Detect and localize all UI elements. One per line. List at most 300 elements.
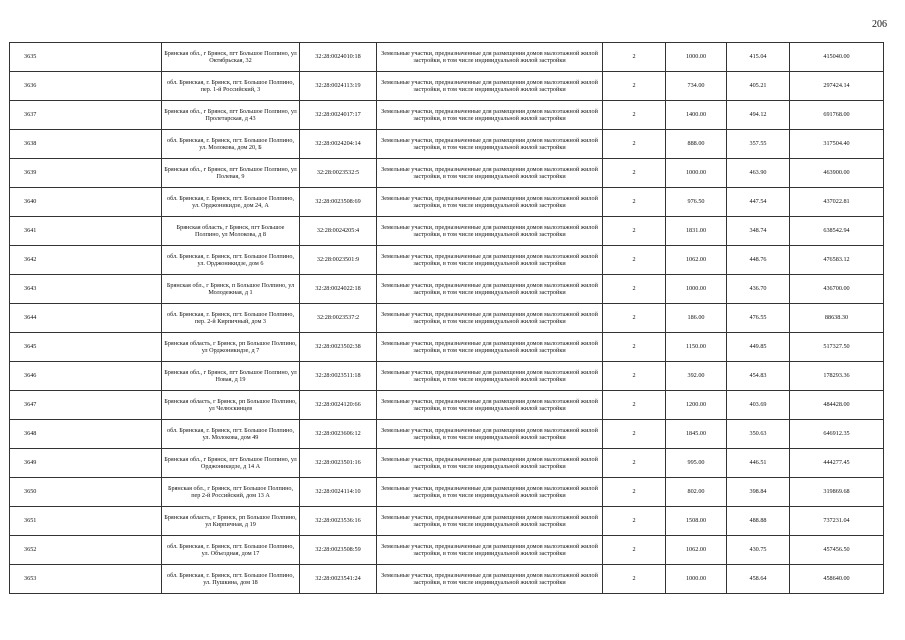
table-row [10, 275, 884, 304]
area-cell-text: 1200.00 [685, 401, 707, 409]
row-number-cell-text: 3640 [24, 198, 37, 206]
row-number-cell-text: 3639 [24, 169, 37, 177]
area-cell [666, 43, 727, 72]
address-cell [162, 478, 300, 507]
cadastral-number-cell [300, 391, 377, 420]
land-use-purpose-cell-text: Земельные участки, предназначенные для размещения домов малоэтажной жилой застройки, в том числе индивидуальной жилой застройки [381, 368, 598, 383]
land-use-purpose-cell-text: Земельные участки, предназначенные для размещения домов малоэтажной жилой застройки, в том числе индивидуальной жилой застройки [381, 78, 598, 93]
cadastral-value-cell [790, 391, 884, 420]
land-use-purpose-cell-text: Земельные участки, предназначенные для размещения домов малоэтажной жилой застройки, в том числе индивидуальной жилой застройки [381, 194, 598, 209]
land-use-purpose-cell-text: Земельные участки, предназначенные для размещения домов малоэтажной жилой застройки, в том числе индивидуальной жилой застройки [381, 252, 598, 267]
address-cell-text: обл. Брянская, г. Брянск, пгт. Большое Полпино, ул. Молокова, дом 20, Б [166, 136, 295, 151]
specific-value-cell [727, 246, 790, 275]
address-cell [162, 275, 300, 304]
specific-value-cell-text: 430.75 [749, 546, 767, 554]
category-cell-text: 2 [632, 401, 636, 409]
row-number-cell [10, 304, 162, 333]
category-cell [603, 333, 666, 362]
cadastral-value-cell [790, 130, 884, 159]
category-cell [603, 362, 666, 391]
address-cell [162, 72, 300, 101]
address-cell [162, 565, 300, 594]
land-use-purpose-cell-text: Земельные участки, предназначенные для размещения домов малоэтажной жилой застройки, в том числе индивидуальной жилой застройки [381, 571, 598, 586]
address-cell-text: Брянская обл., г Брянск, пгт Большое Полпино, ул Октябрьская, 32 [164, 49, 297, 64]
specific-value-cell-text: 449.85 [749, 343, 767, 351]
cadastral-value-cell [790, 159, 884, 188]
land-use-purpose-cell [377, 159, 603, 188]
specific-value-cell [727, 420, 790, 449]
cadastral-number-cell [300, 101, 377, 130]
category-cell [603, 304, 666, 333]
land-use-purpose-cell-text: Земельные участки, предназначенные для размещения домов малоэтажной жилой застройки, в том числе индивидуальной жилой застройки [381, 339, 598, 354]
area-cell-text: 888.00 [687, 140, 705, 148]
area-cell [666, 362, 727, 391]
category-cell-text: 2 [632, 256, 636, 264]
table-body [10, 43, 884, 594]
specific-value-cell-text: 348.74 [749, 227, 767, 235]
land-use-purpose-cell [377, 101, 603, 130]
area-cell [666, 72, 727, 101]
address-cell-text: обл. Брянская, г. Брянск, пгт. Большое Полпино, пер. 1-й Российский, 3 [166, 78, 295, 93]
cadastral-number-cell [300, 304, 377, 333]
cadastral-number-cell-text: 32:28:0024113:19 [315, 82, 361, 90]
land-use-purpose-cell [377, 565, 603, 594]
cadastral-value-cell-text: 691768.00 [823, 111, 850, 119]
land-use-purpose-cell [377, 304, 603, 333]
table-row [10, 304, 884, 333]
category-cell [603, 43, 666, 72]
cadastral-number-cell-text: 32:28:0023502:38 [315, 343, 361, 351]
category-cell [603, 217, 666, 246]
specific-value-cell-text: 488.88 [749, 517, 767, 525]
row-number-cell-text: 3635 [24, 53, 37, 61]
table-row [10, 333, 884, 362]
category-cell-text: 2 [632, 111, 636, 119]
area-cell [666, 536, 727, 565]
land-use-purpose-cell [377, 333, 603, 362]
area-cell-text: 976.50 [687, 198, 705, 206]
cadastral-value-cell [790, 362, 884, 391]
row-number-cell-text: 3653 [24, 575, 37, 583]
category-cell [603, 188, 666, 217]
address-cell [162, 304, 300, 333]
category-cell-text: 2 [632, 82, 636, 90]
address-cell-text: Брянская область, г Брянск, рп Большое Полпино, ул Кирпичная, д 19 [164, 513, 297, 528]
cadastral-value-cell [790, 43, 884, 72]
cadastral-number-cell-text: 32:28:0024010:18 [315, 53, 361, 61]
category-cell-text: 2 [632, 314, 636, 322]
cadastral-value-cell-text: 178293.36 [823, 372, 850, 380]
category-cell [603, 565, 666, 594]
table-row [10, 536, 884, 565]
address-cell-text: обл. Брянская, г. Брянск, пгт. Большое Полпино, ул. Орджоникидзе, дом 6 [166, 252, 295, 267]
row-number-cell [10, 507, 162, 536]
category-cell-text: 2 [632, 198, 636, 206]
specific-value-cell-text: 403.69 [749, 401, 767, 409]
specific-value-cell-text: 350.63 [749, 430, 767, 438]
address-cell-text: Брянская область, г Брянск, рп Большое Полпино, ул Орджоникидзе, д 7 [164, 339, 297, 354]
area-cell [666, 275, 727, 304]
area-cell-text: 1150.00 [686, 343, 706, 351]
address-cell [162, 536, 300, 565]
specific-value-cell-text: 415.04 [749, 53, 767, 61]
area-cell-text: 1508.00 [685, 517, 707, 525]
area-cell [666, 159, 727, 188]
land-use-purpose-cell [377, 43, 603, 72]
category-cell [603, 478, 666, 507]
cadastral-value-cell-text: 484428.00 [823, 401, 850, 409]
cadastral-number-cell [300, 449, 377, 478]
cadastral-number-cell-text: 32:28:0023508:59 [315, 546, 361, 554]
cadastral-value-cell [790, 420, 884, 449]
area-cell [666, 188, 727, 217]
specific-value-cell-text: 357.55 [749, 140, 767, 148]
cadastral-value-cell-text: 297424.14 [823, 82, 850, 90]
table-row [10, 130, 884, 159]
cadastral-number-cell-text: 32:28:0023501:16 [315, 459, 361, 467]
address-cell-text: Брянская обл., г Брянск, пгт Большое Полпино, пер 2-й Российский, дом 13 А [167, 484, 294, 499]
address-cell-text: Брянская обл., г Брянск, п Большое Полпино, ул Молодежная, д 1 [166, 281, 295, 296]
cadastral-number-cell-text: 32:28:0024205:4 [316, 227, 360, 235]
area-cell [666, 101, 727, 130]
land-use-purpose-cell-text: Земельные участки, предназначенные для размещения домов малоэтажной жилой застройки, в том числе индивидуальной жилой застройки [381, 165, 598, 180]
land-use-purpose-cell-text: Земельные участки, предназначенные для размещения домов малоэтажной жилой застройки, в том числе индивидуальной жилой застройки [381, 397, 598, 412]
cadastral-value-cell-text: 476583.12 [823, 256, 850, 264]
category-cell [603, 391, 666, 420]
row-number-cell [10, 130, 162, 159]
category-cell [603, 420, 666, 449]
area-cell-text: 1845.00 [685, 430, 707, 438]
cadastral-value-cell [790, 275, 884, 304]
row-number-cell-text: 3641 [24, 227, 37, 235]
cadastral-number-cell [300, 159, 377, 188]
cadastral-value-cell [790, 188, 884, 217]
address-cell [162, 391, 300, 420]
table-row [10, 159, 884, 188]
cadastral-value-cell [790, 304, 884, 333]
cadastral-number-cell [300, 188, 377, 217]
category-cell-text: 2 [632, 459, 636, 467]
specific-value-cell [727, 391, 790, 420]
cadastral-number-cell [300, 72, 377, 101]
cadastral-number-cell-text: 32:28:0023536:16 [315, 517, 361, 525]
cadastral-number-cell [300, 362, 377, 391]
category-cell-text: 2 [632, 140, 636, 148]
category-cell-text: 2 [632, 488, 636, 496]
cadastral-number-cell-text: 32:28:0023537:2 [316, 314, 360, 322]
cadastral-number-cell [300, 507, 377, 536]
table-row [10, 478, 884, 507]
area-cell-text: 1000.00 [685, 53, 707, 61]
category-cell [603, 246, 666, 275]
cadastral-number-cell-text: 32:28:0023532:5 [316, 169, 360, 177]
land-use-purpose-cell [377, 130, 603, 159]
row-number-cell-text: 3636 [24, 82, 37, 90]
cadastral-value-cell [790, 72, 884, 101]
category-cell-text: 2 [632, 53, 636, 61]
row-number-cell-text: 3637 [24, 111, 37, 119]
category-cell-text: 2 [632, 227, 636, 235]
land-use-purpose-cell-text: Земельные участки, предназначенные для размещения домов малоэтажной жилой застройки, в том числе индивидуальной жилой застройки [381, 455, 598, 470]
cadastral-value-cell [790, 101, 884, 130]
cadastral-number-cell [300, 246, 377, 275]
address-cell [162, 43, 300, 72]
address-cell-text: Брянская область, г Брянск, рп Большое Полпино, ул Челюскинцев [164, 397, 297, 412]
cadastral-value-cell-text: 737231.04 [823, 517, 850, 525]
cadastral-number-cell [300, 536, 377, 565]
address-cell-text: Брянская обл., г Брянск, пгт Большое Полпино, ул Орджоникидзе, д 14 А [164, 455, 297, 470]
area-cell [666, 449, 727, 478]
specific-value-cell [727, 565, 790, 594]
specific-value-cell [727, 217, 790, 246]
cadastral-value-cell-text: 444277.45 [823, 459, 850, 467]
land-use-purpose-cell [377, 362, 603, 391]
category-cell [603, 449, 666, 478]
address-cell [162, 130, 300, 159]
table-row [10, 101, 884, 130]
category-cell-text: 2 [632, 372, 636, 380]
specific-value-cell [727, 130, 790, 159]
specific-value-cell [727, 159, 790, 188]
category-cell [603, 101, 666, 130]
address-cell [162, 188, 300, 217]
area-cell-text: 995.00 [687, 459, 705, 467]
address-cell [162, 101, 300, 130]
area-cell [666, 246, 727, 275]
category-cell-text: 2 [632, 517, 636, 525]
specific-value-cell [727, 304, 790, 333]
cadastral-value-cell-text: 436700.00 [823, 285, 850, 293]
category-cell-text: 2 [632, 430, 636, 438]
row-number-cell [10, 188, 162, 217]
land-use-purpose-cell [377, 478, 603, 507]
category-cell-text: 2 [632, 285, 636, 293]
category-cell [603, 507, 666, 536]
specific-value-cell [727, 507, 790, 536]
land-use-purpose-cell [377, 217, 603, 246]
cadastral-value-cell-text: 319869.68 [823, 488, 850, 496]
category-cell [603, 159, 666, 188]
land-use-purpose-cell [377, 188, 603, 217]
land-use-purpose-cell-text: Земельные участки, предназначенные для размещения домов малоэтажной жилой застройки, в том числе индивидуальной жилой застройки [381, 107, 598, 122]
specific-value-cell [727, 43, 790, 72]
table-row [10, 246, 884, 275]
category-cell-text: 2 [632, 546, 636, 554]
cadastral-number-cell-text: 32:28:0024022:18 [315, 285, 361, 293]
category-cell-text: 2 [632, 169, 636, 177]
category-cell [603, 72, 666, 101]
address-cell [162, 507, 300, 536]
row-number-cell [10, 420, 162, 449]
cadastral-number-cell [300, 43, 377, 72]
cadastral-number-cell [300, 478, 377, 507]
cadastral-number-cell-text: 32:28:0024017:17 [315, 111, 361, 119]
specific-value-cell-text: 463.90 [749, 169, 767, 177]
cadastral-value-cell [790, 217, 884, 246]
cadastral-value-table [9, 42, 884, 594]
address-cell [162, 449, 300, 478]
address-cell-text: Брянская обл., г Брянск, пгт Большое Полпино, ул Полевая, 9 [164, 165, 297, 180]
land-use-purpose-cell-text: Земельные участки, предназначенные для размещения домов малоэтажной жилой застройки, в том числе индивидуальной жилой застройки [381, 310, 598, 325]
address-cell [162, 362, 300, 391]
cadastral-value-cell-text: 458640.00 [823, 575, 850, 583]
row-number-cell-text: 3648 [24, 430, 37, 438]
cadastral-value-cell-text: 88638.30 [824, 314, 849, 322]
land-use-purpose-cell-text: Земельные участки, предназначенные для размещения домов малоэтажной жилой застройки, в том числе индивидуальной жилой застройки [381, 426, 598, 441]
table-row [10, 420, 884, 449]
specific-value-cell-text: 458.64 [749, 575, 767, 583]
cadastral-number-cell [300, 420, 377, 449]
area-cell-text: 1000.00 [685, 285, 707, 293]
cadastral-value-cell [790, 536, 884, 565]
row-number-cell [10, 362, 162, 391]
cadastral-number-cell-text: 32:28:0023606:12 [315, 430, 361, 438]
cadastral-number-cell [300, 217, 377, 246]
row-number-cell [10, 391, 162, 420]
cadastral-number-cell-text: 32:28:0023541:24 [315, 575, 361, 583]
row-number-cell-text: 3646 [24, 372, 37, 380]
land-use-purpose-cell-text: Земельные участки, предназначенные для размещения домов малоэтажной жилой застройки, в том числе индивидуальной жилой застройки [381, 136, 598, 151]
cadastral-value-cell [790, 565, 884, 594]
specific-value-cell-text: 494.12 [749, 111, 767, 119]
specific-value-cell [727, 275, 790, 304]
area-cell [666, 565, 727, 594]
land-use-purpose-cell [377, 420, 603, 449]
row-number-cell [10, 565, 162, 594]
land-use-purpose-cell-text: Земельные участки, предназначенные для размещения домов малоэтажной жилой застройки, в том числе индивидуальной жилой застройки [381, 542, 598, 557]
area-cell [666, 333, 727, 362]
land-use-purpose-cell-text: Земельные участки, предназначенные для размещения домов малоэтажной жилой застройки, в том числе индивидуальной жилой застройки [381, 281, 598, 296]
specific-value-cell-text: 448.76 [749, 256, 767, 264]
cadastral-number-cell-text: 32:28:0023508:69 [315, 198, 361, 206]
row-number-cell [10, 101, 162, 130]
table-row [10, 188, 884, 217]
address-cell-text: обл. Брянская, г. Брянск, пгт. Большое Полпино, ул. Молокова, дом 49 [166, 426, 295, 441]
table-row [10, 72, 884, 101]
cadastral-value-cell-text: 457456.50 [823, 546, 850, 554]
cadastral-value-cell-text: 517327.50 [823, 343, 850, 351]
row-number-cell [10, 449, 162, 478]
table-row [10, 565, 884, 594]
row-number-cell [10, 333, 162, 362]
address-cell [162, 159, 300, 188]
specific-value-cell-text: 454.83 [749, 372, 767, 380]
land-use-purpose-cell [377, 246, 603, 275]
area-cell-text: 186.00 [687, 314, 705, 322]
row-number-cell-text: 3643 [24, 285, 37, 293]
address-cell-text: Брянская обл., г Брянск, пгт Большое Полпино, ул Новая, д 19 [164, 368, 297, 383]
row-number-cell-text: 3649 [24, 459, 37, 467]
land-use-purpose-cell [377, 536, 603, 565]
row-number-cell [10, 43, 162, 72]
area-cell-text: 802.00 [687, 488, 705, 496]
specific-value-cell [727, 449, 790, 478]
row-number-cell-text: 3647 [24, 401, 37, 409]
address-cell-text: Брянская обл., г Брянск, пгт Большое Полпино, ул Пролетарская, д 43 [164, 107, 297, 122]
cadastral-number-cell [300, 333, 377, 362]
address-cell-text: обл. Брянская, г. Брянск, пгт. Большое Полпино, ул. Орджоникидзе, дом 24, А [166, 194, 295, 209]
specific-value-cell-text: 476.55 [749, 314, 767, 322]
cadastral-value-cell-text: 646912.35 [823, 430, 850, 438]
specific-value-cell [727, 333, 790, 362]
row-number-cell-text: 3638 [24, 140, 37, 148]
area-cell [666, 217, 727, 246]
row-number-cell-text: 3642 [24, 256, 37, 264]
land-use-purpose-cell-text: Земельные участки, предназначенные для размещения домов малоэтажной жилой застройки, в том числе индивидуальной жилой застройки [381, 484, 598, 499]
land-use-purpose-cell [377, 275, 603, 304]
area-cell-text: 1831.00 [685, 227, 707, 235]
row-number-cell [10, 72, 162, 101]
land-use-purpose-cell [377, 72, 603, 101]
specific-value-cell [727, 362, 790, 391]
cadastral-number-cell-text: 32:28:0023501:9 [316, 256, 360, 264]
table-row [10, 391, 884, 420]
cadastral-value-cell-text: 415040.00 [823, 53, 850, 61]
cadastral-number-cell-text: 32:28:0024120:66 [315, 401, 361, 409]
table-row [10, 362, 884, 391]
row-number-cell [10, 217, 162, 246]
address-cell-text: обл. Брянская, г. Брянск, пгт. Большое Полпино, ул. Объездная, дом 17 [166, 542, 295, 557]
address-cell [162, 217, 300, 246]
cadastral-value-cell-text: 463900.00 [823, 169, 850, 177]
category-cell [603, 275, 666, 304]
row-number-cell [10, 159, 162, 188]
row-number-cell [10, 246, 162, 275]
specific-value-cell-text: 405.21 [749, 82, 767, 90]
table-row [10, 43, 884, 72]
address-cell [162, 246, 300, 275]
area-cell-text: 1062.00 [685, 256, 707, 264]
category-cell-text: 2 [632, 575, 636, 583]
category-cell [603, 536, 666, 565]
area-cell-text: 1400.00 [685, 111, 707, 119]
cadastral-number-cell [300, 130, 377, 159]
specific-value-cell-text: 447.54 [749, 198, 767, 206]
cadastral-value-cell-text: 638542.94 [823, 227, 850, 235]
land-use-purpose-cell [377, 507, 603, 536]
cadastral-number-cell [300, 565, 377, 594]
land-use-purpose-cell-text: Земельные участки, предназначенные для размещения домов малоэтажной жилой застройки, в том числе индивидуальной жилой застройки [381, 223, 598, 238]
land-use-purpose-cell-text: Земельные участки, предназначенные для размещения домов малоэтажной жилой застройки, в том числе индивидуальной жилой застройки [381, 49, 598, 64]
area-cell [666, 507, 727, 536]
specific-value-cell [727, 72, 790, 101]
row-number-cell [10, 536, 162, 565]
row-number-cell [10, 478, 162, 507]
specific-value-cell-text: 446.51 [749, 459, 767, 467]
row-number-cell [10, 275, 162, 304]
area-cell-text: 1000.00 [685, 575, 707, 583]
row-number-cell-text: 3644 [24, 314, 37, 322]
specific-value-cell [727, 478, 790, 507]
area-cell [666, 391, 727, 420]
address-cell-text: Брянская область, г Брянск, пгт Большое Полпино, ул Молокова, д 8 [176, 223, 285, 238]
category-cell-text: 2 [632, 343, 636, 351]
table-row [10, 449, 884, 478]
cadastral-value-cell [790, 246, 884, 275]
cadastral-value-cell-text: 317504.40 [823, 140, 850, 148]
land-use-purpose-cell-text: Земельные участки, предназначенные для размещения домов малоэтажной жилой застройки, в том числе индивидуальной жилой застройки [381, 513, 598, 528]
specific-value-cell [727, 101, 790, 130]
land-use-purpose-cell [377, 449, 603, 478]
area-cell-text: 1062.00 [685, 546, 707, 554]
cadastral-number-cell [300, 275, 377, 304]
specific-value-cell-text: 436.70 [749, 285, 767, 293]
page-number: 206 [872, 19, 887, 30]
specific-value-cell-text: 398.84 [749, 488, 767, 496]
area-cell [666, 304, 727, 333]
area-cell-text: 1000.00 [685, 169, 707, 177]
area-cell-text: 734.00 [687, 82, 705, 90]
